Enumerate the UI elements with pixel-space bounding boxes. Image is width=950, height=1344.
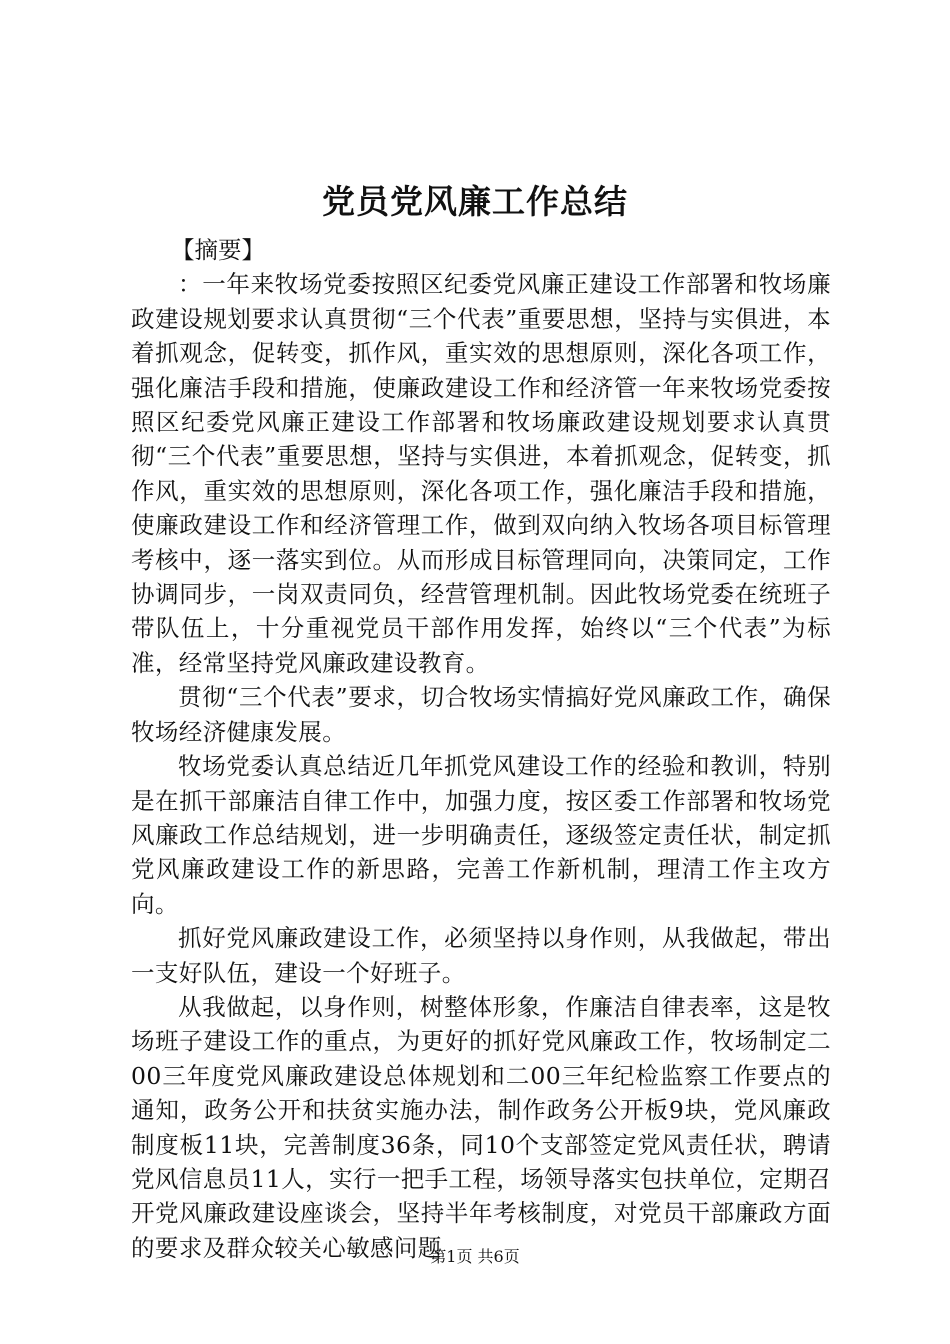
paragraph-5: 从我做起，以身作则，树整体形象，作廉洁自律表率，这是牧场班子建设工作的重点，为更好的抓好党风廉政工作，牧场制定二00三年度党风廉政建设总体规划和二00三年纪检监察工作要点的通知，政务公开和扶贫实施办法，制作政务公开板9块，党风廉政制度板11块，完善制度36条，同10个支部签定党风责任状，聘请党风信息员11人，实行一把手工程，场领导落实包扶单位，定期召开党风廉政建设座谈会，坚持半年考核制度，对党员干部廉政方面的要求及群众较关心敏感问题 — [131, 992, 831, 1262]
paragraph-2: 贯彻“三个代表”要求，切合牧场实情搞好党风廉政工作，确保牧场经济健康发展。 — [131, 683, 831, 746]
page-number-footer: 第1页 共6页 — [430, 1247, 520, 1266]
paragraph-4: 抓好党风廉政建设工作，必须坚持以身作则，从我做起，带出一支好队伍，建设一个好班子。 — [131, 924, 831, 987]
paragraph-summary: ：一年来牧场党委按照区纪委党风廉正建设工作部署和牧场廉政建设规划要求认真贯彻“三个代表”重要思想，坚持与实俱进，本着抓观念，促转变，抓作风，重实效的思想原则，深化各项工作，强化廉洁手段和措施，使廉政建设工作和经济管一年来牧场党委按照区纪委党风廉正建设工作部署和牧场廉政建设规划要求认真贯彻“三个代表”重要思想，坚持与实俱进，本着抓观念，促转变，抓作风，重实效的思想原则，深化各项工作，强化廉洁手段和措施，使廉政建设工作和经济管理工作，做到双向纳入牧场各项目标管理考核中，逐一落实到位。从而形成目标管理同向，决策同定，工作协调同步，一岗双责同负，经营管理机制。因此牧场党委在统班子带队伍上，十分重视党员干部作用发挥，始终以“三个代表”为标准，经常坚持党风廉政建设教育。 — [131, 270, 831, 677]
summary-label: 【摘要】 — [171, 236, 265, 264]
document-body — [131, 233, 831, 1265]
paragraph-3: 牧场党委认真总结近几年抓党风建设工作的经验和教训，特别是在抓干部廉洁自律工作中，加强力度，按区委工作部署和牧场党风廉政工作总结规划，进一步明确责任，逐级签定责任状，制定抓党风廉政建设工作的新思路，完善工作新机制，理清工作主攻方向。 — [131, 752, 831, 918]
page-title: 党员党风廉工作总结 — [322, 182, 628, 221]
